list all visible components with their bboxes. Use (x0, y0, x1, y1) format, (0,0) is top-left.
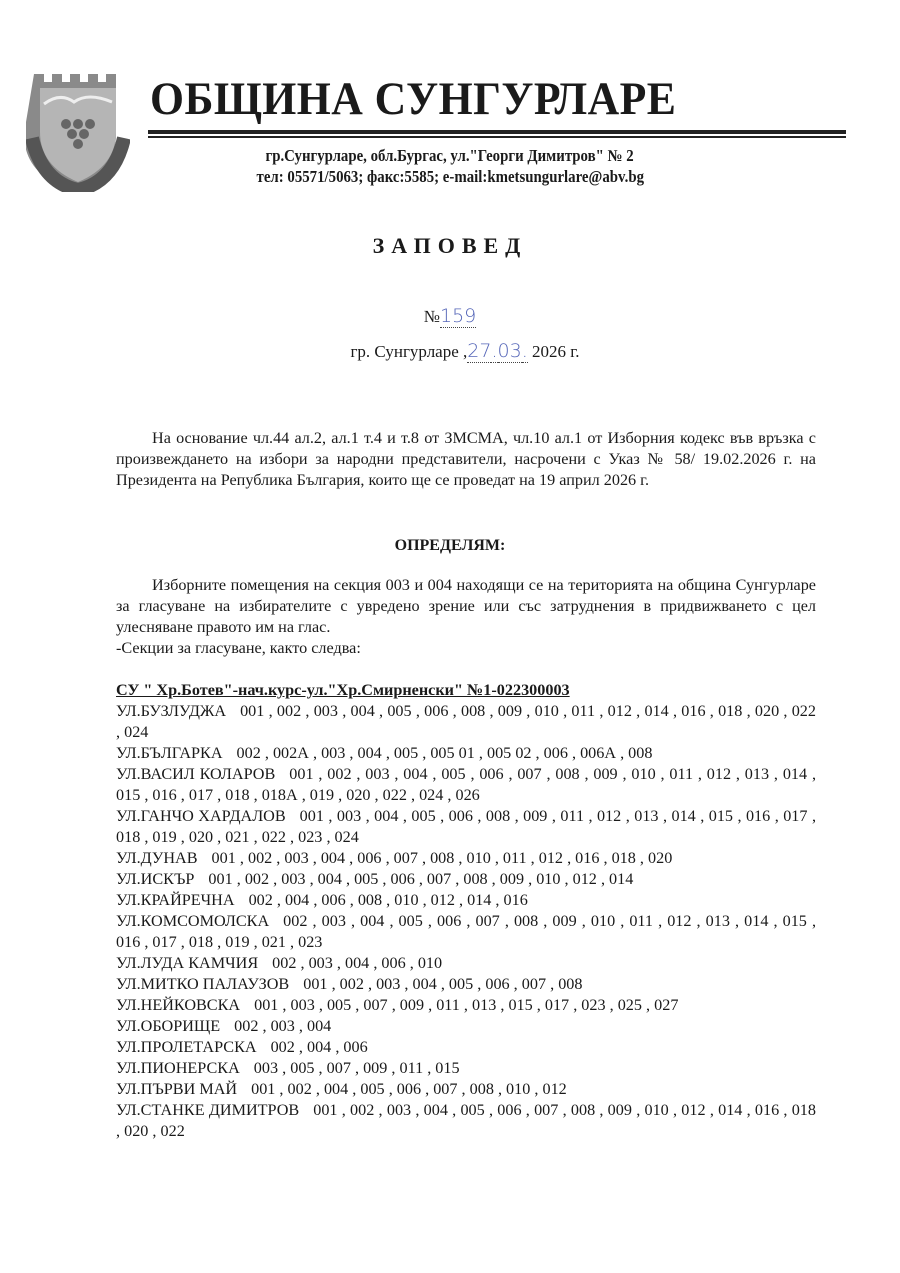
street-house-numbers: 002 , 003 , 004 , 005 , 006 , 007 , 008 , 009 , 010 , 011 , 012 , 013 , 014 , 015 , 016 , 017 , 018 , 019 , 021 , 023 (116, 912, 816, 951)
order-place-date: гр. Сунгурларе ,27.03. 2026 г. (350, 340, 580, 362)
street-name: УЛ.ДУНАВ (116, 849, 198, 867)
handwritten-month: 03 (497, 340, 522, 362)
street-house-numbers: 002 , 003 , 004 (234, 1017, 332, 1035)
street-name: УЛ.СТАНКЕ ДИМИТРОВ (116, 1101, 300, 1119)
street-house-numbers: 002 , 002А , 003 , 004 , 005 , 005 01 , 005 02 , 006 , 006А , 008 (236, 744, 653, 762)
decree-heading: ОПРЕДЕЛЯМ: (394, 537, 506, 554)
street-name: УЛ.БЪЛГАРКА (116, 744, 223, 762)
street-name: УЛ.КОМСОМОЛСКА (116, 912, 270, 930)
street-house-numbers: 002 , 004 , 006 (270, 1038, 368, 1056)
decree-paragraph: Изборните помещения на секция 003 и 004 находящи се на територията на община Сунгурларе за гласуване на избирателите с увредено зрение или със затруднения в придвижването с цел улесняване правото им на глас. (116, 576, 816, 636)
street-row (116, 974, 816, 995)
preamble-paragraph: На основание чл.44 ал.2, ал.1 т.4 и т.8 от ЗМСМА, чл.10 ал.1 от Изборния кодекс във връзка с произвеждането на избори за народни представители, насрочени с Указ № 58/ 19.02.2026 г. на Президента на Република България, които ще се проведат на 19 април 2026 г. (116, 429, 816, 489)
street-row (116, 890, 816, 911)
street-house-numbers: 001 , 002 , 003 , 004 , 005 , 006 , 007 , 008 , 009 , 010 , 012 , 014 (208, 870, 634, 888)
street-list (116, 701, 816, 1142)
street-name: УЛ.ВАСИЛ КОЛАРОВ (116, 765, 276, 783)
street-name: УЛ.ПИОНЕРСКА (116, 1059, 240, 1077)
street-row (116, 995, 816, 1016)
municipality-address: гр.Сунгурларе, обл.Бургас, ул."Георги Димитров" № 2 (265, 146, 635, 165)
order-place: гр. Сунгурларе , (350, 342, 468, 361)
street-house-numbers: 001 , 003 , 004 , 005 , 006 , 008 , 009 , 011 , 012 , 013 , 014 , 015 , 016 , 017 , 018 , 019 , 020 , 021 , 022 , 023 , 024 (116, 807, 816, 846)
street-name: УЛ.ЛУДА КАМЧИЯ (116, 954, 259, 972)
sections-intro: -Секции за гласуване, както следва: (116, 639, 361, 657)
street-row (116, 1079, 816, 1100)
street-name: УЛ.ГАНЧО ХАРДАЛОВ (116, 807, 286, 825)
street-house-numbers: 001 , 002 , 003 , 004 , 005 , 006 , 008 , 009 , 010 , 011 , 012 , 014 , 016 , 018 , 020 , 022 , 024 (116, 702, 816, 741)
street-house-numbers: 001 , 002 , 004 , 005 , 006 , 007 , 008 , 010 , 012 (251, 1080, 567, 1098)
header-rule-thin (148, 136, 846, 138)
street-row (116, 764, 816, 806)
street-house-numbers: 003 , 005 , 007 , 009 , 011 , 015 (253, 1059, 460, 1077)
street-name: УЛ.ПЪРВИ МАЙ (116, 1080, 238, 1098)
header-rule-thick (148, 130, 846, 134)
handwritten-day: 27 (467, 340, 492, 362)
street-row (116, 953, 816, 974)
street-name: УЛ.МИТКО ПАЛАУЗОВ (116, 975, 290, 993)
municipality-title: ОБЩИНА СУНГУРЛАРЕ (150, 73, 677, 125)
street-row (116, 1016, 816, 1037)
street-row (116, 1037, 816, 1058)
municipality-contacts: тел: 05571/5063; факс:5585; e-mail:kmetsungurlare@abv.bg (256, 167, 644, 186)
document-type-heading: ЗАПОВЕД (372, 233, 528, 258)
street-row (116, 1058, 816, 1079)
street-house-numbers: 001 , 002 , 003 , 004 , 005 , 006 , 007 , 008 (303, 975, 583, 993)
section-title: СУ " Хр.Ботев"-нач.курс-ул."Хр.Смирненски" №1-022300003 (116, 681, 570, 699)
street-row (116, 911, 816, 953)
decree-body (116, 575, 816, 1142)
order-year: 2026 г. (531, 342, 580, 361)
street-row (116, 743, 816, 764)
street-house-numbers: 001 , 002 , 003 , 004 , 005 , 006 , 007 , 008 , 009 , 010 , 012 , 014 , 016 , 018 , 020 , 022 (116, 1101, 816, 1140)
street-house-numbers: 001 , 002 , 003 , 004 , 006 , 007 , 008 , 010 , 011 , 012 , 016 , 018 , 020 (211, 849, 673, 867)
number-prefix: № (423, 307, 440, 326)
street-house-numbers: 002 , 004 , 006 , 008 , 010 , 012 , 014 , 016 (248, 891, 528, 909)
order-number (0, 305, 900, 327)
street-row (116, 701, 816, 743)
street-row (116, 869, 816, 890)
street-row (116, 806, 816, 848)
street-house-numbers: 001 , 002 , 003 , 004 , 005 , 006 , 007 , 008 , 009 , 010 , 011 , 012 , 013 , 014 , 015 , 016 , 017 , 018 , 018А , 019 , 020 , 022 , 024 , 026 (116, 765, 816, 804)
street-name: УЛ.ИСКЪР (116, 870, 195, 888)
handwritten-order-number: 159 (439, 305, 477, 327)
street-name: УЛ.БУЗЛУДЖА (116, 702, 227, 720)
street-house-numbers: 001 , 003 , 005 , 007 , 009 , 011 , 013 , 015 , 017 , 023 , 025 , 027 (254, 996, 679, 1014)
street-name: УЛ.НЕЙКОВСКА (116, 996, 241, 1014)
street-row (116, 1100, 816, 1142)
street-name: УЛ.ОБОРИЩЕ (116, 1017, 221, 1035)
street-name: УЛ.КРАЙРЕЧНА (116, 891, 235, 909)
street-name: УЛ.ПРОЛЕТАРСКА (116, 1038, 257, 1056)
street-row (116, 848, 816, 869)
street-house-numbers: 002 , 003 , 004 , 006 , 010 (272, 954, 443, 972)
